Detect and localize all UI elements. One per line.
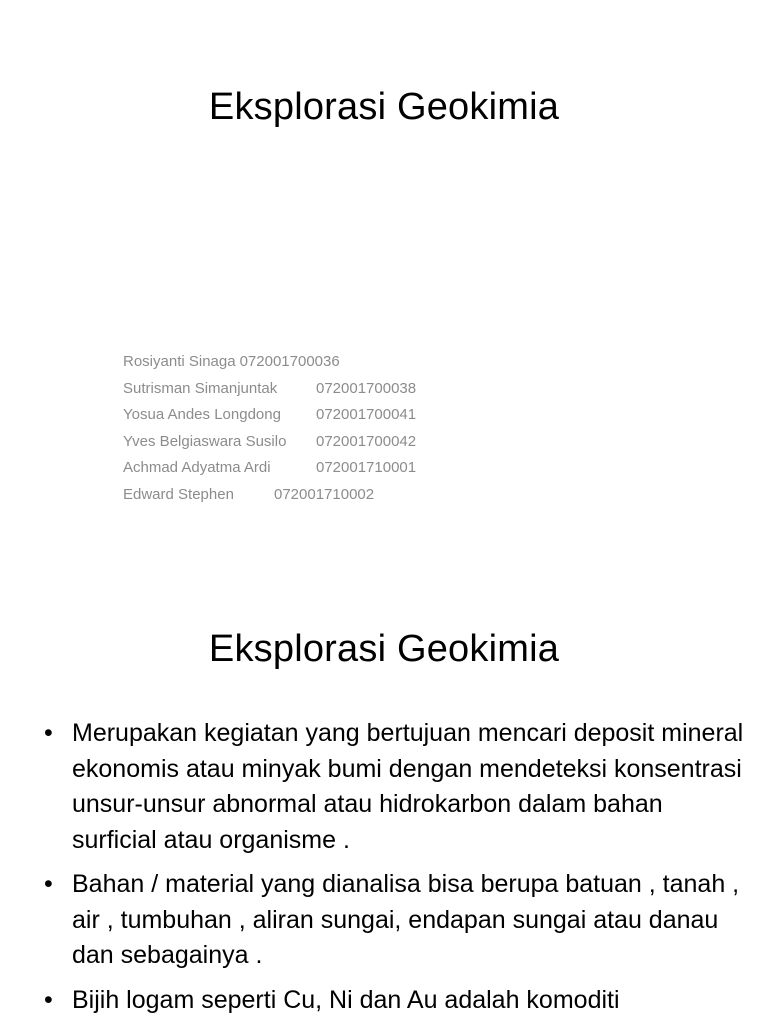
author-row <box>123 482 416 509</box>
author-nim: 072001710001 <box>316 459 417 477</box>
author-row <box>123 349 416 376</box>
author-name: Rosiyanti Sinaga <box>123 353 236 370</box>
author-nim: 072001700036 <box>239 353 340 370</box>
bullet-item <box>44 983 744 1019</box>
author-nim: 072001710002 <box>274 485 375 503</box>
content-slide <box>0 576 768 1024</box>
bullet-icon: • <box>44 719 53 747</box>
author-nim: 072001700038 <box>316 379 417 397</box>
slide-title: Eksplorasi Geokimia <box>208 628 560 670</box>
author-nim: 072001700041 <box>316 406 417 424</box>
bullet-icon: • <box>44 985 53 1014</box>
author-name: Yves Belgiaswara Susilo <box>123 432 287 450</box>
author-row <box>123 376 416 403</box>
bullet-text: Bahan / material yang dianalisa bisa berupa batuan , tanah , air , tumbuhan , aliran sungai, endapan sungai atau danau dan sebagainya . <box>72 870 740 969</box>
author-row <box>123 455 416 482</box>
author-name: Yosua Andes Longdong <box>123 406 281 424</box>
author-name: Edward Stephen <box>123 485 234 503</box>
author-row <box>123 429 416 456</box>
bullet-item <box>44 867 744 974</box>
bullet-item <box>44 716 744 858</box>
bullet-text: Bijih logam seperti Cu, Ni dan Au adalah komoditi <box>72 985 620 1014</box>
bullet-list <box>44 716 744 1024</box>
slide-title: Eksplorasi Geokimia <box>208 86 560 128</box>
bullet-text: Merupakan kegiatan yang bertujuan mencari deposit mineral ekonomis atau minyak bumi dengan mendeteksi konsentrasi unsur-unsur abnormal atau hidrokarbon dalam bahan surficial atau organisme . <box>72 719 744 854</box>
author-name: Sutrisman Simanjuntak <box>123 379 278 397</box>
author-nim: 072001700042 <box>316 432 417 450</box>
author-row <box>123 402 416 429</box>
author-list <box>123 349 416 509</box>
bullet-icon: • <box>44 870 53 898</box>
author-name: Achmad Adyatma Ardi <box>123 459 271 477</box>
